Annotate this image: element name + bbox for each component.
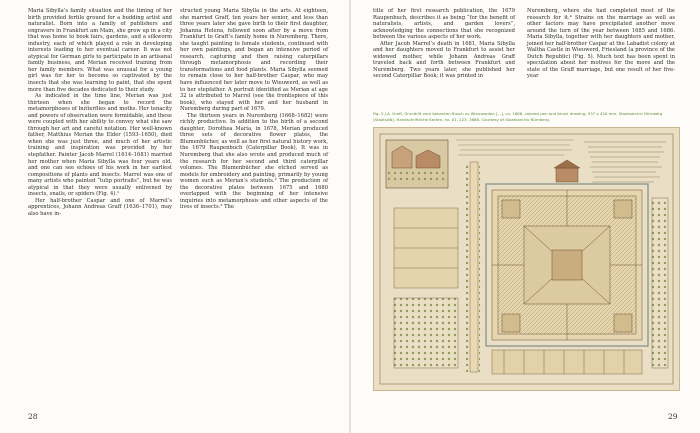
paragraph: The thirteen years in Nuremberg (1668–1682) were richly productive. In addition to the birth of a second daughter, Dorothea Maria, in 1678, Merian produced three sets of decorative flower plates, the Blumenbücher, as well as her first natural history work, the 1679 Raupenbuch (Caterpillar Book). It was in Nuremberg that she also wrote and produced much of the research for her second and third caterpillar volumes. The Blumenbücher she etched served as models for embroidery and painting, primarily by young women such as Merian’s students.² The production of the decorative plates between 1675 and 1680 overlapped with the beginning of her intensive inquiries into metamorphosis and other aspects of the lives of insects.³ The <box>180 112 328 211</box>
castle-sketch <box>386 140 448 188</box>
right-page-column-2 <box>527 8 675 80</box>
page-number: 29 <box>668 412 678 421</box>
paragraph: Maria Sibylla’s family situation and the timing of her birth provided fertile ground for a budding artist and naturalist. Born into a family of publishers and engravers in Frankfurt am Main, she grew up in a city that was home to book fairs, gardens, and a silkworm industry, each of which played a role in developing interests leading to her eventual career. It was not atypical for German girls to participate in an artisanal family business, and Merian received training from her family members. What was unusual for a young girl was for her to become so captivated by the insects that she was learning to paint, that she spent more than five decades dedicated to their study. <box>28 8 172 93</box>
left-page-column-2 <box>180 8 328 211</box>
right-page <box>351 0 700 433</box>
paragraph: After Jacob Marrel’s death in 1681, Maria Sibylla and her daughters moved to Frankfurt to assist her widowed mother, while Johann Andreas Graff traveled back and forth between Frankfurt and Nuremberg. Two years later, she published her second Caterpillar Book; it was printed in <box>373 40 515 80</box>
paragraph: As indicated in the time line, Merian was just thirteen when she began to record the metamorphoses of butterflies and moths. Her tenacity and powers of observation were formidable, and these were coupled with her ability to convey what she saw through her art and careful notation. Her well-known father, Matthius Merian the Elder (1593–1650), died when she was just three, and much of her artistic training and inspiration was provided by her stepfather. Painter Jacob Marrel (1614–1681) married her mother when Maria Sibylla was four years old, and one can see echoes of his work in her earliest compositions of plants and insects. Marrel was one of many artists who painted “tulip portraits”, but he was atypical in that they were usually enlivened by insects, snails, or spiders (Fig. 4).¹ <box>28 93 172 198</box>
map-illustration <box>374 128 679 390</box>
right-page-column-1 <box>373 8 515 80</box>
garden-plan <box>492 190 642 340</box>
paragraph: title of her first research publication, the 1679 Raupenbuch, describes it as being “for the benefit of naturalists, artists, and garden lovers”, acknowledging the connections that she recognized between the various aspects of her work. <box>373 8 515 41</box>
paragraph: structed young Maria Sibylla in the arts. At eighteen, she married Graff, ten years her senior, and less than three years later she gave birth to their first daughter, Johanna Helena, followed soon after by a move from Frankfurt to Graff’s family home in Nuremberg. There, she taught painting to female students, continued with her own paintings, and began an intensive period of research, capturing and then raising caterpillars through metamorphosis and recording their transformations and food plants. Maria Sibylla seemed to remain close to her half-brother Caspar, who may have influenced her later move to Wieuwerd, as well as to her stepfather. A portrait identified as Merian at age 32 is attributed to Marrel (see the frontispiece of this book), who stayed with her and her husband in Nuremberg during part of 1679. <box>180 8 328 113</box>
page-number: 28 <box>28 412 38 421</box>
figure-map-drawing <box>373 127 680 391</box>
left-page <box>0 0 349 433</box>
paragraph: Her half-brother Caspar and one of Marrel’s apprentices, Johann Andreas Graff (1636–1701), may also have in- <box>28 197 172 217</box>
avenue <box>466 162 482 372</box>
left-page-column-1 <box>28 8 172 218</box>
paragraph: Nuremberg, where she had completed most of the research for it.⁴ Strains on the marriage as well as other factors may have precipitated another move around the turn of the year between 1685 and 1686. Maria Sibylla, together with her daughters and mother, joined her half-brother Caspar at the Labadist colony at Waltha Castle in Wieuwerd, Friesland (a province of the Dutch Republic) (Fig. 5). Much text has been spent in speculation about her motives for the move and the state of the Graff marriage, but one result of her five-year <box>527 8 675 80</box>
figure-caption: Fig. 5 J.A. Graff, Grundriß vom bekanten Busch zu Wieuwarden [...], ca. 1686, colored pen and brush drawing, 537 x 420 mm. Staatsarchiv Nürnberg (StaatsAN), Handschriftliche Karten, no. 01. 223, 1686. Courtesy of Staatsarchiv Nürnberg. <box>373 111 663 122</box>
